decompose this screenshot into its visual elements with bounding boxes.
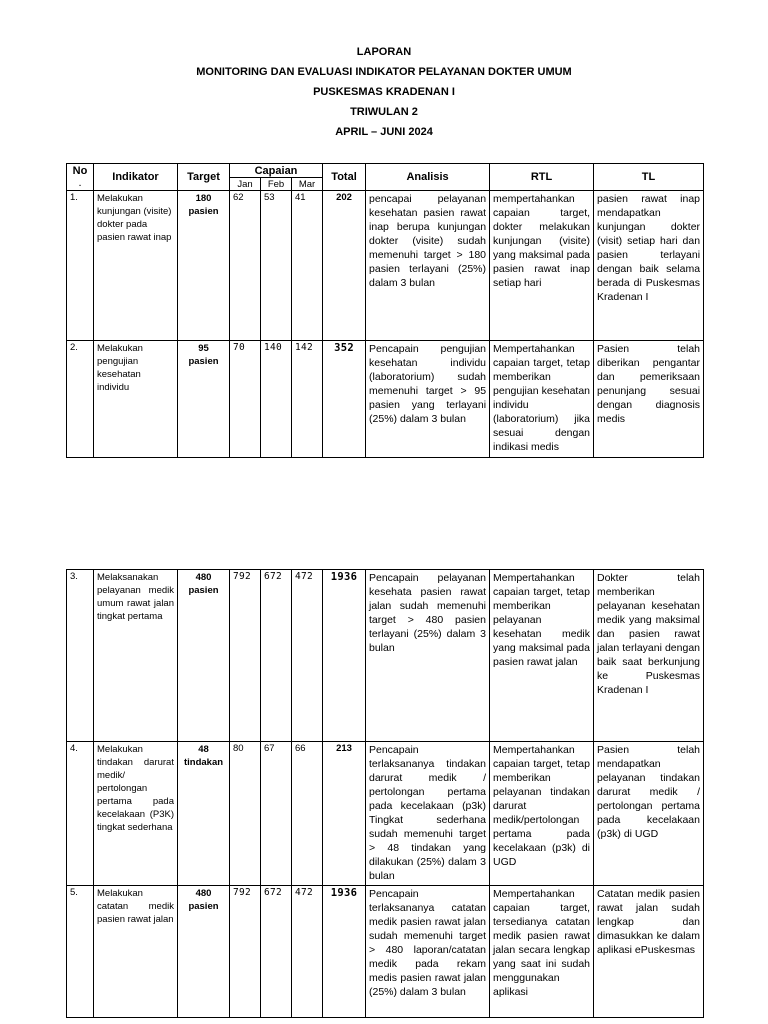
row-feb: 672 <box>261 570 292 742</box>
col-header-analisis: Analisis <box>366 164 490 191</box>
row-tl: Pasien telah mendapatkan pelayanan tindakan darurat medik / pertolongan pertama pada kecelakaan (p3k) di UGD <box>594 742 704 886</box>
target-value: 95 <box>198 343 209 354</box>
row-target <box>178 742 230 886</box>
row-tl: Dokter telah memberikan pelayanan kesehatan medik yang maksimal dan pasien rawat jalan terlayani dengan baik saat berkunjung ke Puskesmas Kradenan I <box>594 570 704 742</box>
row-rtl: Mempertahankan capaian target, tetap memberikan pengujian kesehatan individu (laboratorium) jika sesuai dengan indikasi medis <box>490 341 594 458</box>
row-mar: 472 <box>292 886 323 1018</box>
row-total: 213 <box>323 742 366 886</box>
target-unit: pasien <box>188 206 219 217</box>
row-analisis: Pencapain terlaksananya catatan medik pasien rawat jalan sudah memenuhi target > 480 laporan/catatan medik pada rekam medis pasien rawat jalan (25%) dalam 3 bulan <box>366 886 490 1018</box>
col-no-label: No <box>72 165 88 177</box>
row-indikator: Melakukan catatan medik pasien rawat jalan <box>94 886 178 1018</box>
col-header-target: Target <box>178 164 230 191</box>
target-value: 480 <box>195 572 212 583</box>
target-value: 480 <box>195 888 212 899</box>
col-header-jan: Jan <box>230 178 261 191</box>
col-no-dot: . <box>78 177 82 189</box>
target-unit: pasien <box>188 901 219 912</box>
row-rtl: mempertahankan capaian target, dokter melakukan kunjungan (visite) yang maksimal pada pasien rawat inap setiap hari <box>490 191 594 341</box>
row-feb: 672 <box>261 886 292 1018</box>
row-total: 202 <box>323 191 366 341</box>
report-institution: PUSKESMAS KRADENAN I <box>313 86 455 98</box>
target-value: 180 <box>195 193 212 204</box>
row-no: 5. <box>67 886 94 1018</box>
col-header-tl: TL <box>594 164 704 191</box>
table-row <box>67 742 704 886</box>
target-unit: pasien <box>188 585 219 596</box>
row-feb: 53 <box>261 191 292 341</box>
indicator-table-page-1 <box>66 163 704 458</box>
row-no: 4. <box>67 742 94 886</box>
row-indikator: Melakukan kunjungan (visite) dokter pada pasien rawat inap <box>94 191 178 341</box>
row-jan: 62 <box>230 191 261 341</box>
row-feb: 140 <box>261 341 292 458</box>
target-value: 48 <box>198 744 209 755</box>
row-mar: 472 <box>292 570 323 742</box>
row-analisis: pencapai pelayanan kesehatan pasien rawat inap berupa kunjungan dokter (visite) sudah memenuhi target > 180 pasien terlayani (25%) dalam 3 bulan <box>366 191 490 341</box>
col-header-total: Total <box>323 164 366 191</box>
row-target <box>178 570 230 742</box>
indicator-table-page-2 <box>66 569 704 1018</box>
row-indikator: Melakukan pengujian kesehatan individu <box>94 341 178 458</box>
row-target <box>178 886 230 1018</box>
row-mar: 41 <box>292 191 323 341</box>
row-jan: 70 <box>230 341 261 458</box>
report-subtitle: MONITORING DAN EVALUASI INDIKATOR PELAYANAN DOKTER UMUM <box>196 66 572 78</box>
row-analisis: Pencapain terlaksananya tindakan darurat medik / pertolongan pertama pada kecelakaan (p3k) Tingkat sederhana sudah memenuhi target > 48 tindakan yang dilakukan (25%) dalam 3 bulan <box>366 742 490 886</box>
col-header-indikator: Indikator <box>94 164 178 191</box>
row-analisis: Pencapain pelayanan kesehata pasien rawat jalan sudah memenuhi target > 480 pasien terlayani (25%) dalam 3 bulan <box>366 570 490 742</box>
row-indikator: Melaksanakan pelayanan medik umum rawat jalan tingkat pertama <box>94 570 178 742</box>
col-header-rtl: RTL <box>490 164 594 191</box>
target-unit: tindakan <box>183 757 224 768</box>
row-target <box>178 341 230 458</box>
row-jan: 80 <box>230 742 261 886</box>
col-header-feb: Feb <box>261 178 292 191</box>
row-tl: Pasien telah diberikan pengantar dan pemeriksaan penunjang sesuai dengan diagnosis medis <box>594 341 704 458</box>
row-total: 352 <box>323 341 366 458</box>
row-rtl: Mempertahankan capaian target, tetap memberikan pelayanan kesehatan medik yang maksimal pada pasien rawat jalan <box>490 570 594 742</box>
table-row <box>67 341 704 458</box>
row-jan: 792 <box>230 570 261 742</box>
row-no: 3. <box>67 570 94 742</box>
col-header-no <box>67 164 94 191</box>
report-months: APRIL – JUNI 2024 <box>335 126 433 138</box>
col-header-mar: Mar <box>292 178 323 191</box>
row-mar: 66 <box>292 742 323 886</box>
row-jan: 792 <box>230 886 261 1018</box>
report-period: TRIWULAN 2 <box>350 106 418 118</box>
row-tl: pasien rawat inap mendapatkan kunjungan dokter (visit) setiap hari dan pasien terlayani dengan baik selama berada di Puskesmas Kradenan I <box>594 191 704 341</box>
table-row <box>67 191 704 341</box>
row-feb: 67 <box>261 742 292 886</box>
row-analisis: Pencapain pengujian kesehatan individu (laboratorium) sudah memenuhi target > 95 pasien yang terlayani (25%) dalam 3 bulan <box>366 341 490 458</box>
table-row <box>67 886 704 1018</box>
row-no: 2. <box>67 341 94 458</box>
report-header <box>0 44 768 144</box>
table-row <box>67 570 704 742</box>
row-rtl: Mempertahankan capaian target, tersedianya catatan medik pasien rawat jalan secara lengkap yang saat ini sudah menggunakan aplikasi <box>490 886 594 1018</box>
report-title: LAPORAN <box>356 46 412 58</box>
row-total: 1936 <box>323 886 366 1018</box>
row-tl: Catatan medik pasien rawat jalan sudah lengkap dan dimasukkan ke dalam aplikasi ePuskesmas <box>594 886 704 1018</box>
row-mar: 142 <box>292 341 323 458</box>
row-rtl: Mempertahankan capaian target, tetap memberikan pelayanan tindakan darurat medik/pertolongan pertama pada kecelakaan (p3k) di UGD <box>490 742 594 886</box>
row-no: 1. <box>67 191 94 341</box>
row-target <box>178 191 230 341</box>
target-unit: pasien <box>188 356 219 367</box>
row-total: 1936 <box>323 570 366 742</box>
col-header-capaian: Capaian <box>230 164 323 178</box>
row-indikator: Melakukan tindakan darurat medik/ pertolongan pertama pada kecelakaan (P3K) tingkat sederhana <box>94 742 178 886</box>
